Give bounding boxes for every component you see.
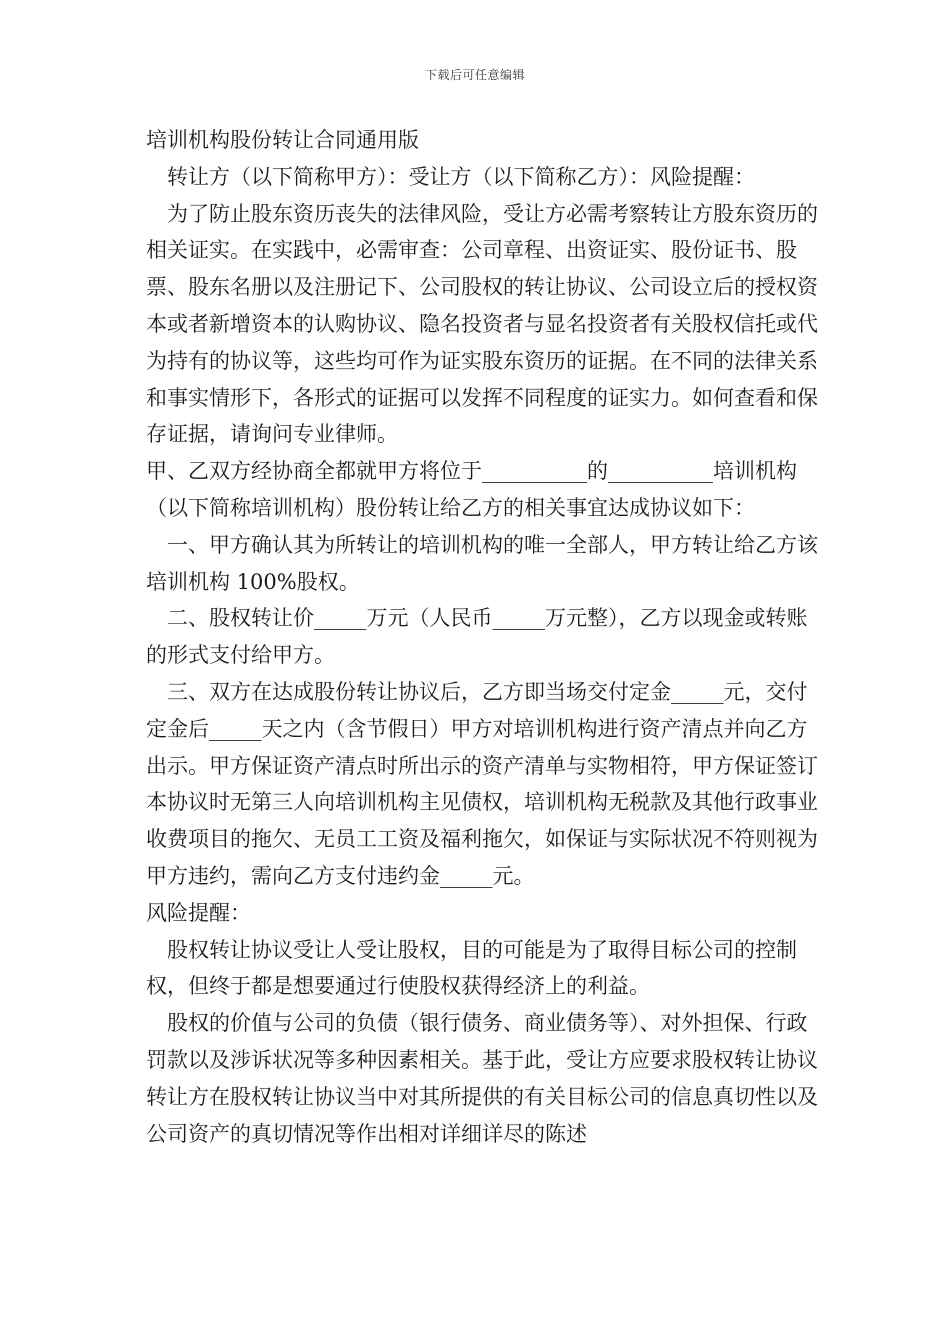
document-body [146,122,826,1152]
page-header: 下载后可任意编辑 [424,68,525,82]
agreement-intro-paragraph: 甲、乙双方经协商全都就甲方将位于__________的__________培训机构（以下简称培训机构）股份转让给乙方的相关事宜达成协议如下： [146,459,797,520]
parties-paragraph: 转让方（以下简称甲方）：受让方（以下简称乙方）：风险提醒： [167,164,755,189]
risk-warning-paragraph: 为了防止股东资历丧失的法律风险，受让方必需考察转让方股东资历的相关证实。在实践中，必需审查：公司章程、出资证实、股份证书、股票、股东名册以及注册记下、公司股权的转让协议、公司设立后的授权资本或者新增资本的认购协议、隐名投资者与显名投资者有关股权信托或代为持有的协议等，这些均可作为证实股东资历的证据。在不同的法律关系和事实情形下，各形式的证据可以发挥不同程度的证实力。如何查看和保存证据，请询问专业律师。 [146,201,818,447]
risk-paragraph-one: 股权转让协议受让人受让股权，目的可能是为了取得目标公司的控制权，但终于都是想要通过行使股权获得经济上的利益。 [146,937,797,999]
document-title: 培训机构股份转让合同通用版 [146,128,419,152]
clause-three: 三、双方在达成股份转让协议后，乙方即当场交付定金_____元，交付定金后_____天之内（含节假日）甲方对培训机构进行资产清点并向乙方出示。甲方保证资产清点时所出示的资产清单与实物相符，甲方保证签订本协议时无第三人向培训机构主见债权，培训机构无税款及其他行政事业收费项目的拖欠、无员工工资及福利拖欠，如保证与实际状况不符则视为甲方违约，需向乙方支付违约金_____元。 [146,679,818,888]
risk-paragraph-two: 股权的价值与公司的负债（银行债务、商业债务等）、对外担保、行政罚款以及涉诉状况等多种因素相关。基于此，受让方应要求股权转让协议转让方在股权转让协议当中对其所提供的有关目标公司的信息真切性以及公司资产的真切情况等作出相对详细详尽的陈述 [146,1011,818,1146]
clause-two: 二、股权转让价_____万元（人民币_____万元整），乙方以现金或转账的形式支付给甲方。 [146,606,808,668]
clause-one: 一、甲方确认其为所转让的培训机构的唯一全部人，甲方转让给乙方该培训机构 100%股权。 [146,532,818,594]
risk-warning-heading: 风险提醒： [146,900,251,925]
